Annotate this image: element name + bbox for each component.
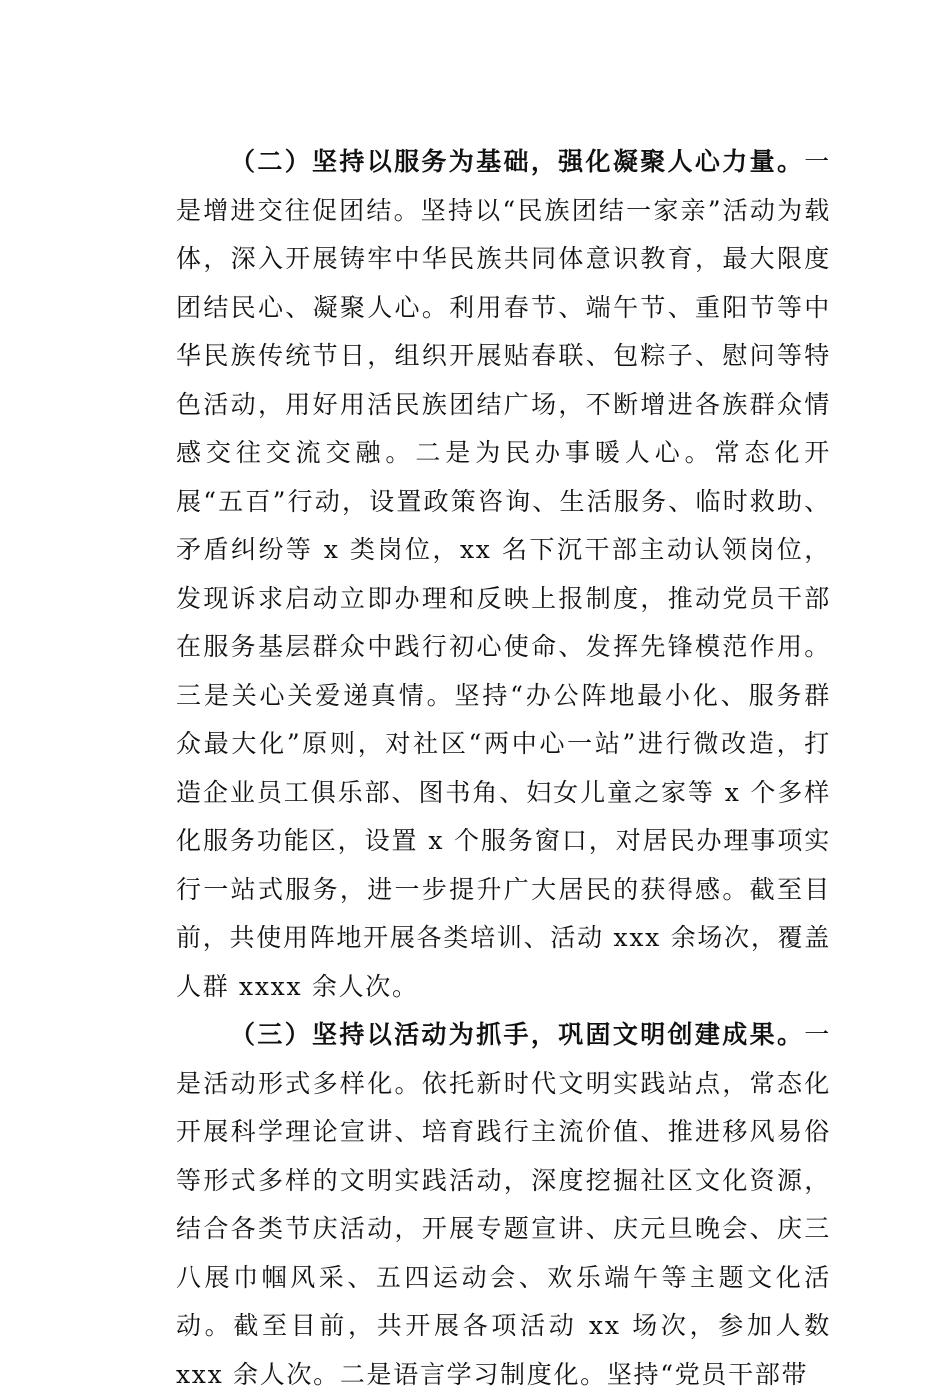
paragraph-activities [176, 1011, 831, 1399]
paragraph-heading: （二）坚持以服务为基础，强化凝聚人心力量。 [230, 147, 805, 176]
paragraph-heading: （三）坚持以活动为抓手，巩固文明创建成果。 [230, 1020, 805, 1049]
paragraph-service [176, 138, 831, 1011]
paragraph-text: 一是增进交往促团结。坚持以“民族团结一家亲”活动为载体，深入开展铸牢中华民族共同体意识教育，最大限度团结民心、凝聚人心。利用春节、端午节、重阳节等中华民族传统节日，组织开展贴春联、包粽子、慰问等特色活动，用好用活民族团结广场，不断增进各族群众情感交往交流交融。二是为民办事暖人心。常态化开展“五百”行动，设置政策咨询、生活服务、临时救助、矛盾纠纷等 x 类岗位，xx 名下沉干部主动认领岗位，发现诉求启动立即办理和反映上报制度，推动党员干部在服务基层群众中践行初心使命、发挥先锋模范作用。三是关心关爱递真情。坚持“办公阵地最小化、服务群众最大化”原则，对社区“两中心一站”进行微改造，打造企业员工俱乐部、图书角、妇女儿童之家等 x 个多样化服务功能区，设置 x 个服务窗口，对居民办理事项实行一站式服务，进一步提升广大居民的获得感。截至目前，共使用阵地开展各类培训、活动 xxx 余场次，覆盖人群 xxxx 余人次。 [176, 147, 831, 1001]
document-body [176, 138, 831, 1399]
paragraph-text: 一是活动形式多样化。依托新时代文明实践站点，常态化开展科学理论宣讲、培育践行主流价值、推进移风易俗等形式多样的文明实践活动，深度挖掘社区文化资源，结合各类节庆活动，开展专题宣讲、庆元旦晚会、庆三八展巾帼风采、五四运动会、欢乐端午等主题文化活动。截至目前，共开展各项活动 xx 场次，参加人数 xxx 余人次。二是语言学习制度化。坚持“党员干部带 [176, 1020, 831, 1389]
